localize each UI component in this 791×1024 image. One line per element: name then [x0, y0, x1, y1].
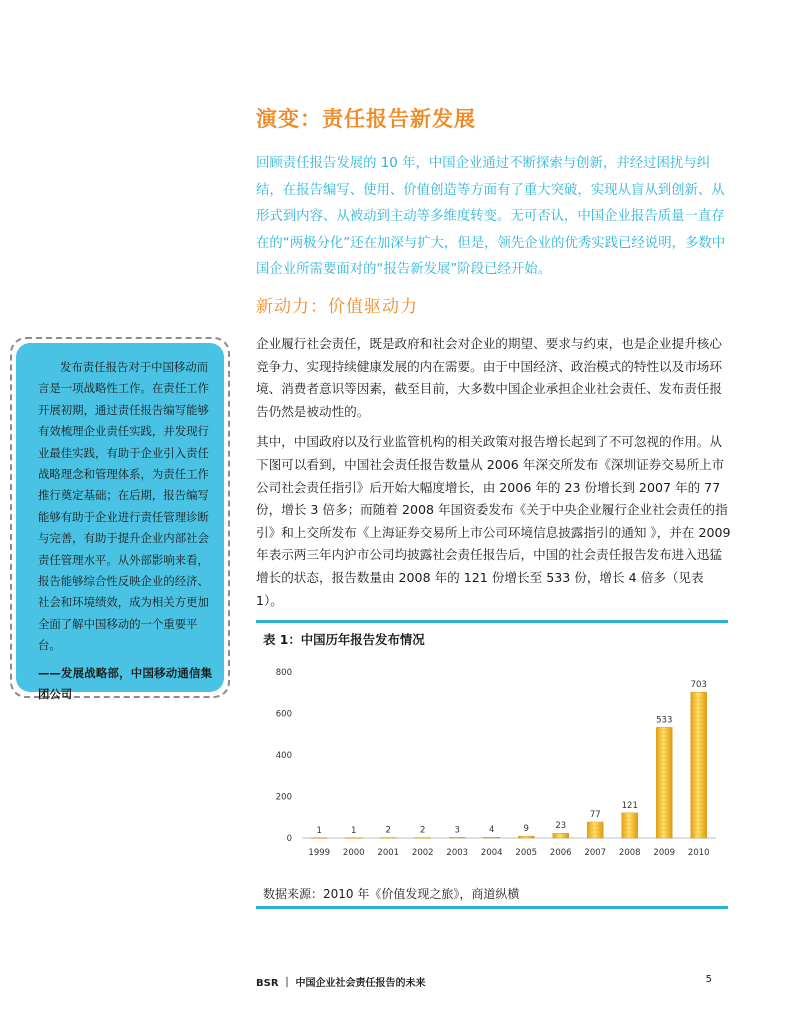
intro-paragraph: [256, 151, 734, 284]
data-label-2004: 4: [489, 825, 495, 836]
x-tick-label-2003: 2003: [446, 848, 469, 858]
chart-labels: [308, 680, 709, 858]
data-label-2006: 23: [555, 821, 567, 832]
data-label-2008: 121: [621, 800, 638, 811]
section-subtitle: 新动力：价值驱动力: [256, 297, 418, 317]
x-tick-label-2008: 2008: [618, 848, 641, 858]
bar-2006: [553, 833, 569, 838]
data-label-2007: 77: [589, 810, 601, 821]
bar-2003: [449, 837, 465, 838]
x-tick-label-2004: 2004: [480, 848, 503, 858]
y-tick-label: 800: [275, 668, 292, 678]
bar-2001: [380, 838, 396, 839]
chart-axes: [276, 668, 716, 844]
bar-2002: [415, 838, 431, 839]
data-source-note: 数据来源：2010 年《价值发现之旅》，商道纵横: [263, 887, 520, 901]
x-tick-label-2000: 2000: [342, 848, 365, 858]
x-tick-label-2006: 2006: [549, 848, 572, 858]
data-label-2009: 533: [656, 715, 673, 726]
quote-callout: [10, 337, 230, 702]
data-label-2010: 703: [690, 680, 707, 691]
x-tick-label-2002: 2002: [411, 848, 434, 858]
quote-text: 发布责任报告对于中国移动而言是一项战略性工作。在责任工作开展初期，通过责任报告编写能够有效梳理企业责任实践，并发现行业最佳实践，有助于企业引入责任战略理念和管理体系，为责任工作推行奠定基础；在后期，报告编写能够有助于企业进行责任管理诊断与完善，有助于提升企业内部社会责任管理水平。从外部影响来看，报告能够综合性反映企业的经济、社会和环境绩效，成为相关方更加全面了解中国移动的一个重要平台。: [38, 360, 209, 653]
data-label-2003: 3: [454, 825, 460, 836]
page-number: 5: [705, 974, 712, 985]
x-tick-label-2001: 2001: [377, 848, 400, 858]
y-tick-label: 400: [275, 751, 292, 761]
quote-callout-body: [16, 343, 224, 702]
body-paragraph-1: 企业履行社会责任，既是政府和社会对企业的期望、要求与约束，也是企业提升核心竞争力、实现持续健康发展的内在需要。由于中国经济、政治模式的特性以及市场环境、消费者意识等因素，截至目前，大多数中国企业承担企业社会责任、发布责任报告仍然是被动性的。: [256, 336, 722, 419]
bar-2004: [484, 837, 500, 838]
x-tick-label-1999: 1999: [308, 848, 331, 858]
bar-2000: [346, 838, 362, 839]
data-label-2001: 2: [385, 825, 391, 836]
page-title: 演变：责任报告新发展: [256, 107, 476, 131]
y-tick-label: 200: [275, 792, 292, 803]
data-label-2002: 2: [420, 825, 426, 836]
page-footer: [256, 974, 712, 989]
quote-signature: ——发展战略部，中国移动通信集团公司: [38, 665, 212, 702]
chart-top-rule: [256, 620, 728, 623]
data-label-1999: 1: [316, 825, 322, 836]
y-tick-label: 0: [286, 834, 292, 844]
footer-text: BSR ｜ 中国企业社会责任报告的未来: [256, 978, 426, 989]
bar-1999: [311, 838, 327, 839]
bar-2005: [518, 836, 534, 838]
y-tick-label: 600: [275, 709, 292, 720]
body-text: [256, 333, 732, 620]
bar-2009: [656, 727, 672, 838]
intro-text: 回顾责任报告发展的 10 年，中国企业通过不断探索与创新，并经过困扰与纠结，在报告编写、使用、价值创造等方面有了重大突破，实现从盲从到创新、从形式到内容、从被动到主动等多维度转变。无可否认，中国企业报告质量一直存在的“两极分化”还在加深与扩大，但是，领先企业的优秀实践已经说明，多数中国企业所需要面对的“报告新发展”阶段已经开始。: [256, 156, 726, 277]
body-paragraph-2: 其中，中国政府以及行业监管机构的相关政策对报告增长起到了不可忽视的作用。从下图可以看到，中国社会责任报告数量从 2006 年深交所发布《深圳证券交易所上市公司社会责任指引》后开始大幅度增长，由 2006 年的 23 份增长到 2007 年的 77 份，增长 3 倍多；而随着 2008 年国资委发布《关于中央企业履行企业社会责任的指引》和上交所发布《上海证券交易所上市公司环境信息披露指引的通知 》，并在 2009 年表示两三年内沪市公司均披露社会责任报告后，中国的社会责任报告发布进入迅猛增长的状态，报告数量由 2008 年的 121 份增长至 533 份，增长 4 倍多（见表 1）。: [256, 434, 731, 608]
x-tick-label-2007: 2007: [584, 848, 607, 858]
x-tick-label-2009: 2009: [653, 848, 676, 858]
data-label-2000: 1: [351, 825, 357, 836]
data-label-2005: 9: [523, 824, 529, 835]
chart-bottom-rule: [256, 906, 728, 909]
chart-title: 表 1：中国历年报告发布情况: [263, 632, 425, 647]
x-tick-label-2005: 2005: [515, 848, 538, 858]
x-tick-label-2010: 2010: [687, 848, 710, 858]
report-count-bar-chart: [266, 660, 722, 868]
chart-bars: [311, 692, 706, 838]
